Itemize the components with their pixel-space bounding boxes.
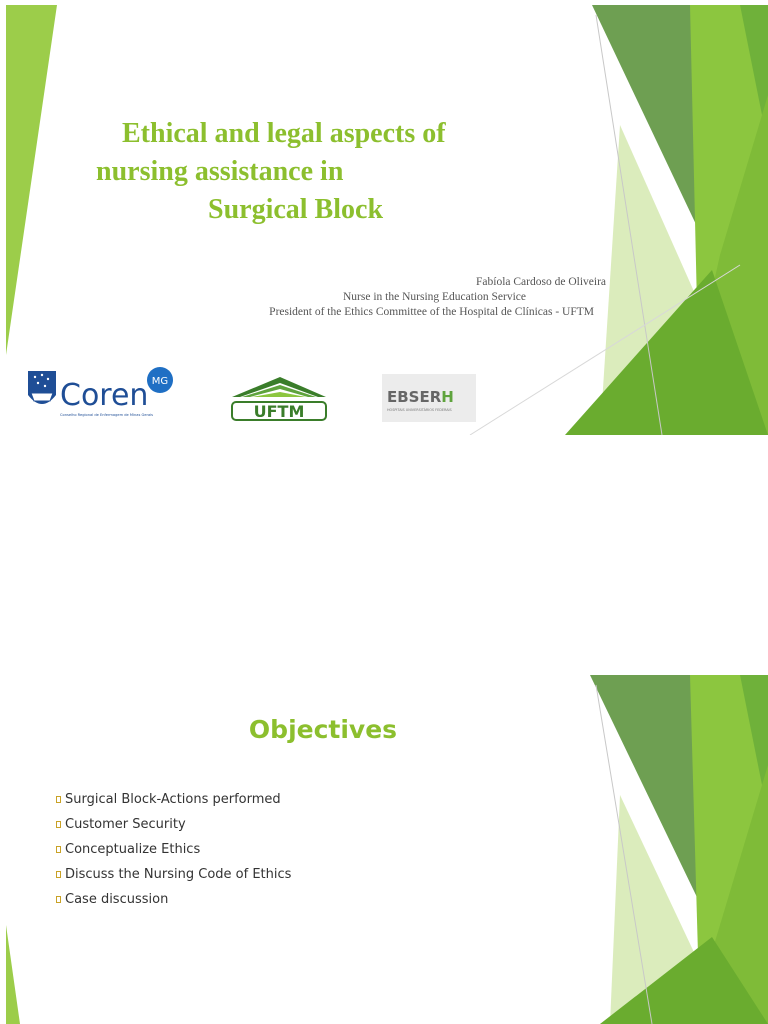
uftm-logo	[228, 375, 330, 425]
author-position: President of the Ethics Committee of the Hospital de Clínicas - UFTM	[269, 306, 594, 318]
slide-title	[96, 115, 556, 229]
left-triangle	[6, 5, 57, 355]
left-triangle	[6, 925, 20, 1024]
title-line: Surgical Block	[208, 194, 384, 225]
svg-text:Conselho Regional de Enfermage: Conselho Regional de Enfermagem de Minas Gerais	[60, 413, 154, 417]
list-item	[56, 837, 291, 862]
title-slide	[0, 5, 768, 435]
ebserh-logo	[382, 374, 476, 422]
svg-text:EBSERH: EBSERH	[387, 388, 454, 406]
author-block	[200, 275, 606, 320]
svg-text:Coren: Coren	[60, 378, 149, 413]
svg-text:MG: MG	[151, 376, 169, 387]
list-item	[56, 862, 291, 887]
bullet-icon	[56, 846, 61, 853]
list-item	[56, 887, 291, 912]
title-line: Ethical and legal aspects of	[122, 118, 446, 149]
list-item-text: Surgical Block-Actions performed	[65, 791, 281, 807]
bullet-icon	[56, 821, 61, 828]
list-item	[56, 812, 291, 837]
bullet-icon	[56, 796, 61, 803]
objectives-list	[56, 787, 291, 912]
bullet-icon	[56, 896, 61, 903]
svg-text:UFTM: UFTM	[253, 402, 305, 421]
coren-logo	[26, 367, 178, 419]
list-item-text: Case discussion	[65, 891, 169, 907]
author-role: Nurse in the Nursing Education Service	[343, 291, 526, 303]
title-line: nursing assistance in	[96, 156, 344, 187]
list-item-text: Conceptualize Ethics	[65, 841, 201, 857]
author-name: Fabíola Cardoso de Oliveira	[476, 276, 606, 288]
bullet-icon	[56, 871, 61, 878]
list-item	[56, 787, 291, 812]
slide-title: Objectives	[248, 715, 398, 744]
svg-text:HOSPITAIS UNIVERSITÁRIOS FEDER: HOSPITAIS UNIVERSITÁRIOS FEDERAIS	[387, 408, 452, 412]
list-item-text: Customer Security	[65, 816, 186, 832]
objectives-slide	[0, 675, 768, 1024]
list-item-text: Discuss the Nursing Code of Ethics	[65, 866, 292, 882]
